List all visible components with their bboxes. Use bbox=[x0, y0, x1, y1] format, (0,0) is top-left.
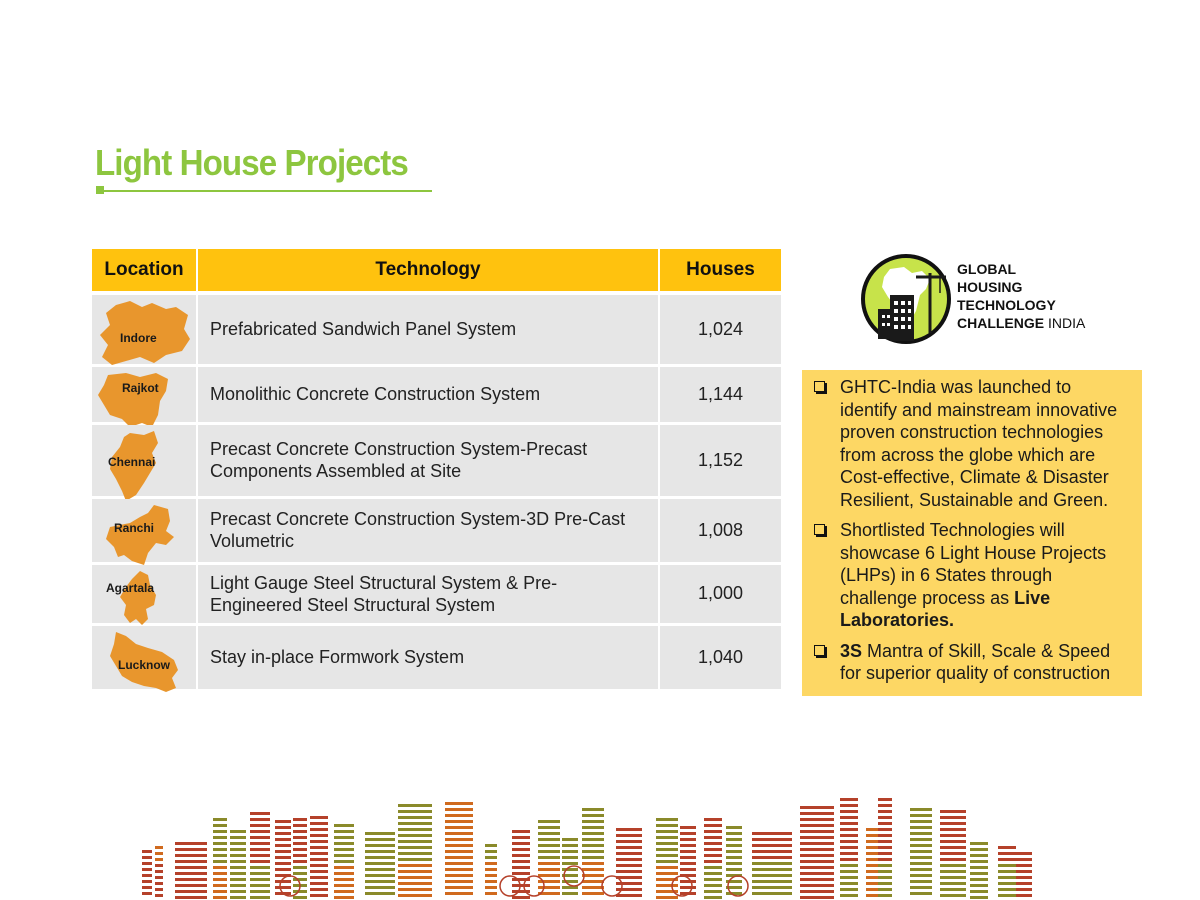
technology-cell: Monolithic Concrete Construction System bbox=[197, 365, 659, 423]
skyline-building bbox=[998, 846, 1016, 897]
skyline-building bbox=[970, 842, 988, 899]
technology-cell: Precast Concrete Construction System-Precast Components Assembled at Site bbox=[197, 423, 659, 497]
logo-line-3: TECHNOLOGY bbox=[957, 297, 1056, 313]
skyline-building bbox=[940, 810, 966, 897]
skyline-building bbox=[445, 802, 473, 895]
houses-cell: 1,024 bbox=[659, 293, 781, 365]
location-label: Indore bbox=[120, 331, 157, 345]
checkbox-bullet-icon bbox=[814, 645, 825, 656]
info-text: Shortlisted Technologies will showcase 6 Light House Projects (LHPs) in 6 States through challenge process as bbox=[840, 520, 1107, 608]
rajkot-map-icon bbox=[96, 371, 192, 429]
logo-line-1: GLOBAL bbox=[957, 261, 1017, 277]
info-item bbox=[814, 376, 1132, 511]
houses-cell: 1,040 bbox=[659, 624, 781, 690]
location-cell bbox=[92, 497, 197, 563]
ghtc-logo-icon bbox=[860, 253, 952, 345]
table-row bbox=[92, 497, 781, 563]
location-label: Rajkot bbox=[122, 380, 159, 395]
info-text: GHTC-India was launched to identify and mainstream innovative proven construction technologies from across the globe which are Cost-effective, Climate & Disaster Resilient, Sustainable and Green. bbox=[840, 377, 1118, 510]
skyline-building bbox=[512, 830, 530, 899]
info-box bbox=[802, 370, 1142, 696]
table-row bbox=[92, 423, 781, 497]
city-skyline-decoration bbox=[0, 790, 1200, 900]
location-label: Ranchi bbox=[114, 520, 155, 535]
table-row bbox=[92, 365, 781, 423]
skyline-building bbox=[365, 832, 395, 895]
houses-cell: 1,152 bbox=[659, 423, 781, 497]
checkbox-bullet-icon bbox=[814, 524, 825, 535]
table-row bbox=[92, 563, 781, 624]
skyline-building bbox=[878, 798, 892, 897]
skyline-building bbox=[704, 818, 722, 899]
location-label: Chennai bbox=[108, 454, 156, 469]
location-cell bbox=[92, 624, 197, 690]
skyline-building bbox=[656, 818, 678, 899]
skyline-building bbox=[1016, 852, 1032, 897]
skyline-building bbox=[800, 806, 834, 899]
header-houses: Houses bbox=[659, 249, 781, 293]
skyline-building bbox=[680, 826, 696, 895]
logo-text bbox=[957, 260, 1085, 332]
table-header-row bbox=[92, 249, 781, 293]
logo-line-2: HOUSING bbox=[957, 279, 1023, 295]
skyline-building bbox=[310, 816, 328, 897]
table-row bbox=[92, 624, 781, 690]
info-item bbox=[814, 640, 1132, 685]
skyline-building bbox=[485, 844, 497, 895]
skyline-building bbox=[230, 830, 246, 899]
skyline-building bbox=[538, 820, 560, 895]
header-location: Location bbox=[92, 249, 197, 293]
skyline-building bbox=[752, 832, 792, 895]
info-text-bold: Live Laboratories. bbox=[840, 587, 1051, 630]
skyline-building bbox=[866, 828, 884, 897]
info-item bbox=[814, 519, 1132, 632]
skyline-building bbox=[840, 798, 858, 897]
location-cell bbox=[92, 423, 197, 497]
houses-cell: 1,000 bbox=[659, 563, 781, 624]
location-cell bbox=[92, 563, 197, 624]
logo-line-4-bold: CHALLENGE bbox=[957, 315, 1045, 331]
technology-cell: Precast Concrete Construction System-3D Pre-Cast Volumetric bbox=[197, 497, 659, 563]
checkbox-bullet-icon bbox=[814, 381, 825, 392]
skyline-building bbox=[616, 828, 642, 897]
skyline-building bbox=[398, 804, 432, 897]
ranchi-map-icon bbox=[96, 503, 192, 567]
skyline-building bbox=[142, 850, 152, 895]
skyline-building bbox=[155, 846, 163, 897]
skyline-building bbox=[334, 824, 354, 899]
table-row bbox=[92, 293, 781, 365]
skyline-building bbox=[910, 808, 932, 895]
title-underline bbox=[100, 190, 432, 192]
tree-icon bbox=[602, 876, 622, 896]
projects-table bbox=[92, 249, 781, 692]
info-text-bold: 3S bbox=[840, 640, 863, 661]
header-technology: Technology bbox=[197, 249, 659, 293]
page-title: Light House Projects bbox=[95, 142, 408, 183]
skyline-building bbox=[582, 808, 604, 895]
agartala-map-icon bbox=[96, 569, 192, 625]
location-label: Lucknow bbox=[118, 657, 171, 672]
location-cell bbox=[92, 365, 197, 423]
technology-cell: Light Gauge Steel Structural System & Pre-Engineered Steel Structural System bbox=[197, 563, 659, 624]
location-cell bbox=[92, 293, 197, 365]
location-label: Agartala bbox=[106, 580, 155, 595]
technology-cell: Prefabricated Sandwich Panel System bbox=[197, 293, 659, 365]
houses-cell: 1,144 bbox=[659, 365, 781, 423]
logo-line-4 bbox=[957, 314, 1085, 332]
skyline-building bbox=[213, 818, 227, 899]
info-text: Mantra of Skill, Scale & Speed for superior quality of construction bbox=[840, 640, 1111, 683]
houses-cell: 1,008 bbox=[659, 497, 781, 563]
skyline-building bbox=[275, 820, 291, 895]
skyline-building bbox=[175, 842, 207, 899]
logo-line-4-thin: INDIA bbox=[1048, 315, 1086, 331]
technology-cell: Stay in-place Formwork System bbox=[197, 624, 659, 690]
skyline-building bbox=[250, 812, 270, 899]
